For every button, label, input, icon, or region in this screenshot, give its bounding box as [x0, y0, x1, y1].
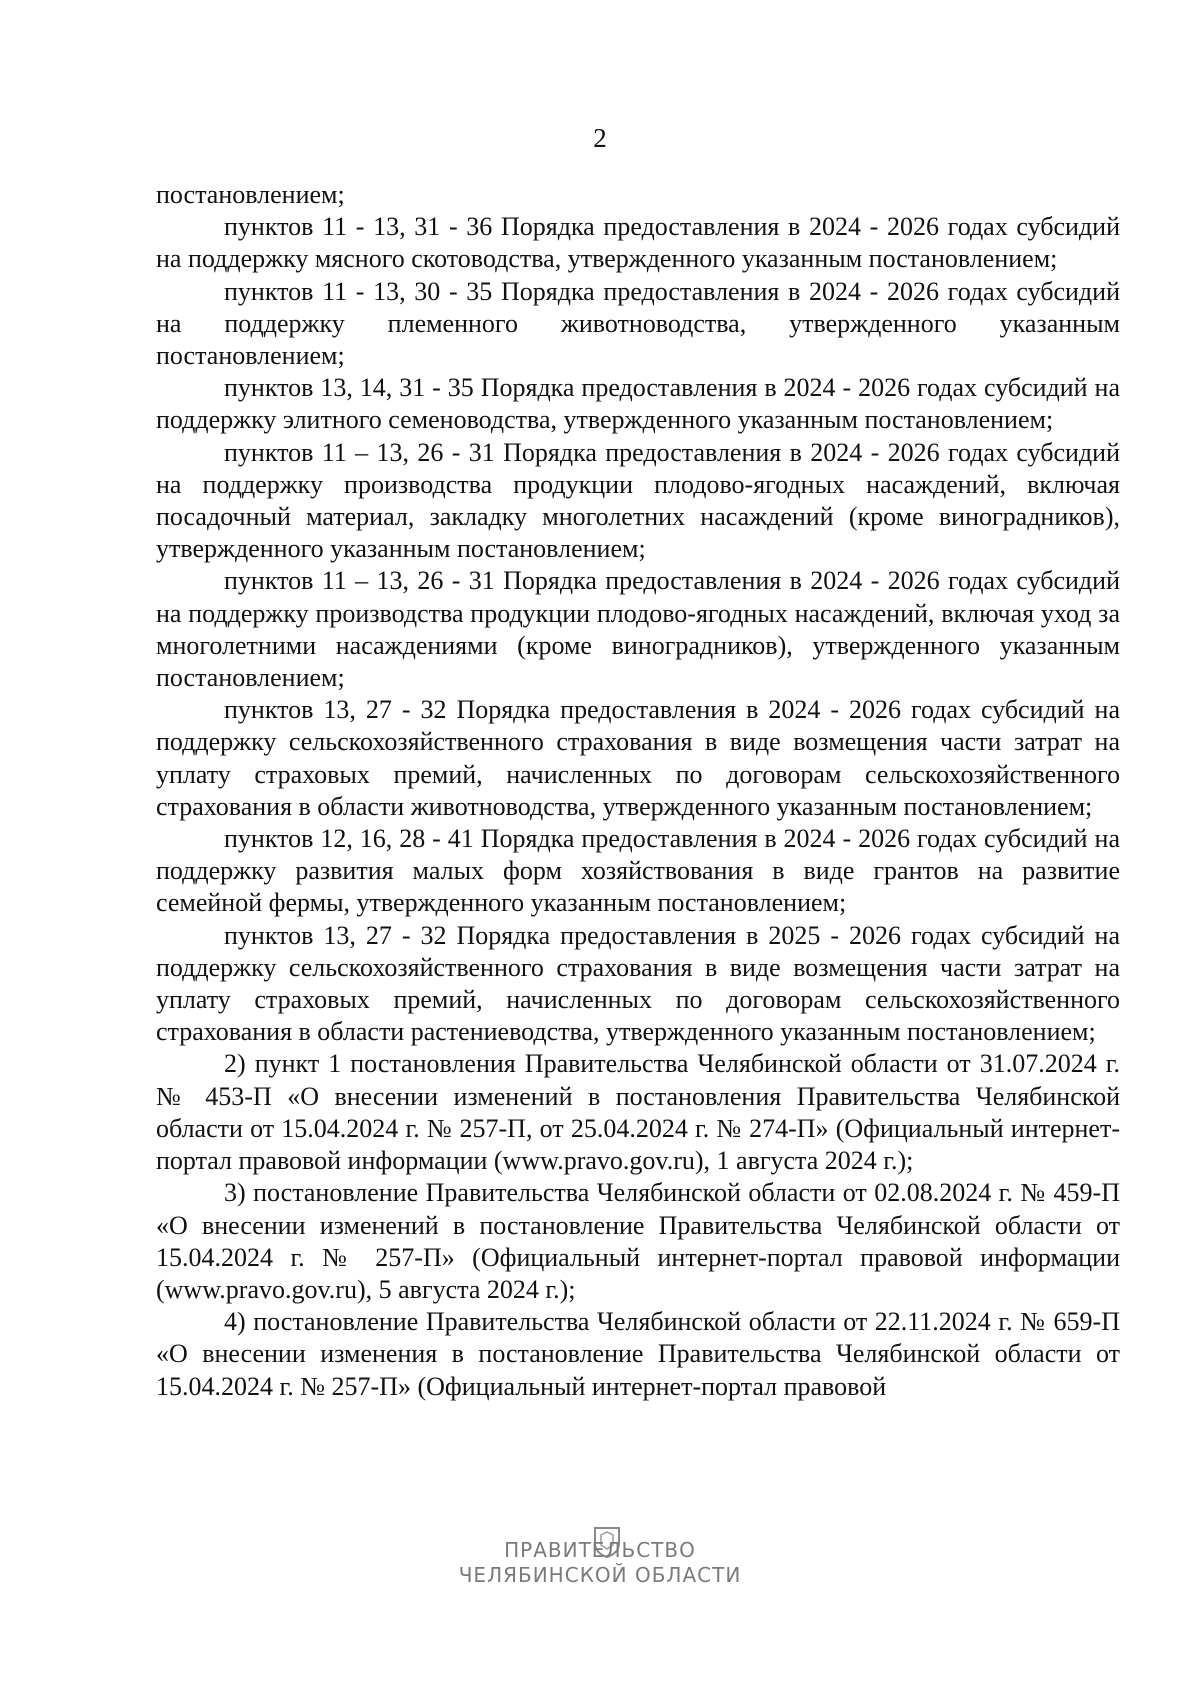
- seal-line-1: ПРАВИТЕЛЬСТВО: [504, 1538, 696, 1562]
- paragraph-family-farm: пунктов 12, 16, 28 - 41 Порядка предоставления в 2024 - 2026 годах субсидий на поддержку развития малых форм хозяйствования в виде грантов на развитие семейной фермы, утвержденного указанным постановлением;: [156, 824, 1120, 918]
- paragraph-meat-cattle: пунктов 11 - 13, 31 - 36 Порядка предоставления в 2024 - 2026 годах субсидий на поддержку мясного скотоводства, утвержденного указанным постановлением;: [156, 212, 1120, 274]
- paragraph-item-4: 4) постановление Правительства Челябинской области от 22.11.2024 г. № 659-П «О внесении изменения в постановление Правительства Челябинской области от 15.04.2024 г. № 257-П» (Официальный интернет-портал правовой: [156, 1307, 1120, 1401]
- government-seal: [0, 1538, 1200, 1588]
- seal-line-2: ЧЕЛЯБИНСКОЙ ОБЛАСТИ: [458, 1563, 742, 1587]
- paragraph-fruit-planting: пунктов 11 – 13, 26 - 31 Порядка предоставления в 2024 - 2026 годах субсидий на поддержку производства продукции плодово-ягодных насаждений, включая посадочный материал, закладку многолетних насаждений (кроме виноградников), утвержденного указанным постановлением;: [156, 437, 1120, 564]
- paragraph-continuation: постановлением;: [156, 180, 345, 209]
- paragraph-elite-seeds: пунктов 13, 14, 31 - 35 Порядка предоставления в 2024 - 2026 годах субсидий на поддержку элитного семеноводства, утвержденного указанным постановлением;: [156, 373, 1120, 435]
- document-body: [156, 179, 1120, 1403]
- page-number: 2: [593, 123, 607, 153]
- paragraph-item-3: 3) постановление Правительства Челябинской области от 02.08.2024 г. № 459-П «О внесении изменений в постановление Правительства Челябинской области от 15.04.2024 г. № 257-П» (Официальный интернет-портал правовой информации (www.pravo.gov.ru), 5 августа 2024 г.);: [156, 1178, 1120, 1304]
- paragraph-breeding-livestock: пунктов 11 - 13, 30 - 35 Порядка предоставления в 2024 - 2026 годах субсидий на поддержку племенного животноводства, утвержденного указанным постановлением;: [156, 276, 1120, 371]
- paragraph-crop-insurance: пунктов 13, 27 - 32 Порядка предоставления в 2025 - 2026 годах субсидий на поддержку сельскохозяйственного страхования в виде возмещения части затрат на уплату страховых премий, начисленных по договорам сельскохозяйственного страхования в области растениеводства, утвержденного указанным постановлением;: [156, 920, 1120, 1047]
- paragraph-livestock-insurance: пунктов 13, 27 - 32 Порядка предоставления в 2024 - 2026 годах субсидий на поддержку сельскохозяйственного страхования в виде возмещения части затрат на уплату страховых премий, начисленных по договорам сельскохозяйственного страхования в области животноводства, утвержденного указанным постановлением;: [156, 695, 1120, 821]
- paragraph-item-2: 2) пункт 1 постановления Правительства Челябинской области от 31.07.2024 г. № 453-П «О внесении изменений в постановления Правительства Челябинской области от 15.04.2024 г. № 257-П, от 25.04.2024 г. № 274-П» (Официальный интернет-портал правовой информации (www.pravo.gov.ru), 1 августа 2024 г.);: [156, 1049, 1120, 1176]
- paragraph-fruit-care: пунктов 11 – 13, 26 - 31 Порядка предоставления в 2024 - 2026 годах субсидий на поддержку производства продукции плодово-ягодных насаждений, включая уход за многолетними насаждениями (кроме виноградников), утвержденного указанным постановлением;: [156, 566, 1120, 693]
